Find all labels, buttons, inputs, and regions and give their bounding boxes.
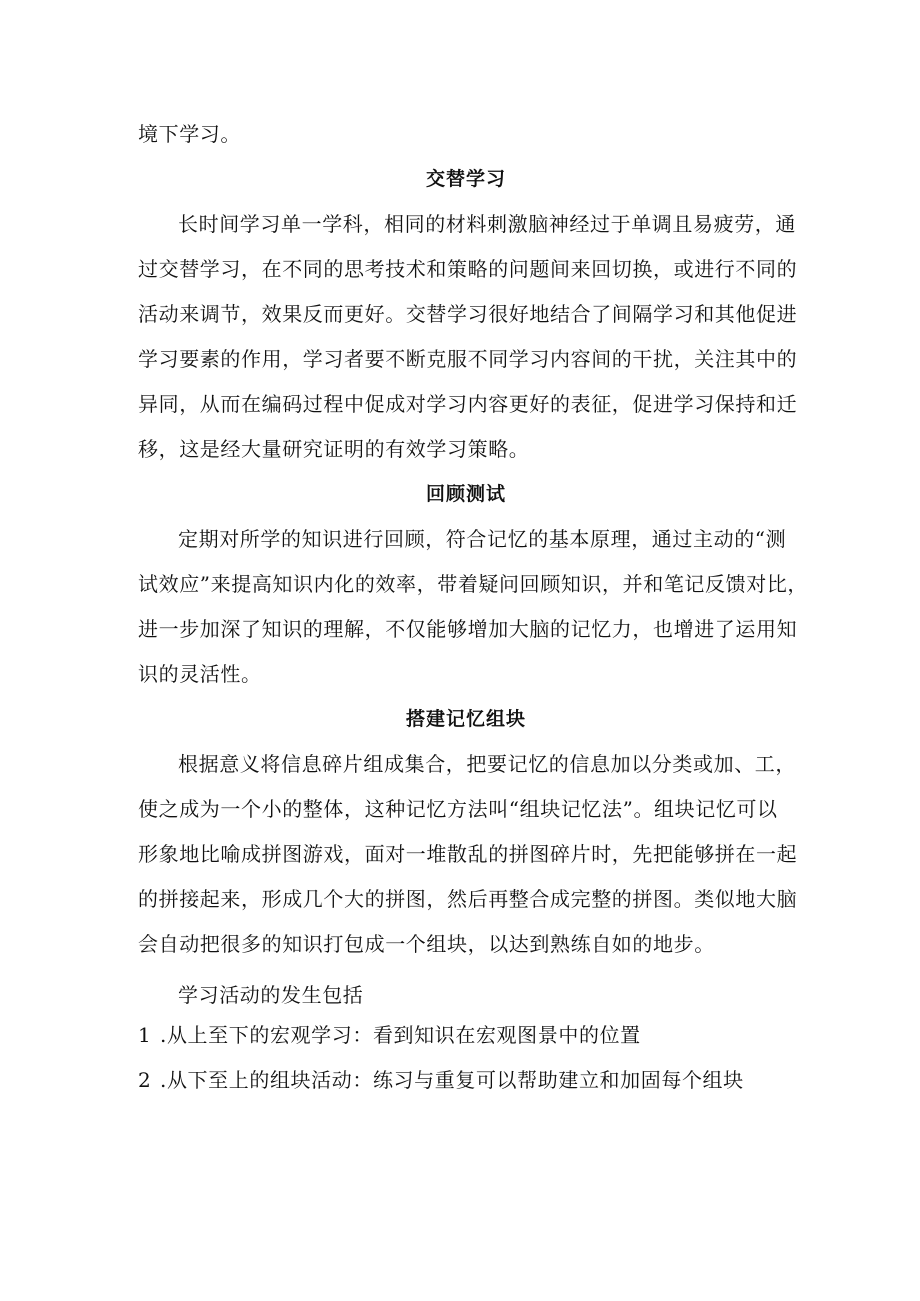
paragraph-line: 根据意义将信息碎片组成集合，把要记忆的信息加以分类或加、工， — [178, 752, 796, 776]
paragraph-tail: 境下学习。 — [138, 122, 241, 146]
paragraph-line: 识的灵活性。 — [138, 662, 262, 686]
list-item — [138, 1013, 794, 1058]
section-heading-memory-chunks: 搭建记忆组块 — [405, 708, 526, 730]
paragraph-line: 使之成为一个小的整体，这种记忆方法叫“组块记忆法”。组块记忆可以 — [138, 797, 778, 821]
section-paragraph-alternating-study — [138, 202, 798, 472]
document-body — [138, 112, 809, 1103]
list-item-number: 1 — [138, 1023, 152, 1047]
paragraph-line: 进一步加深了知识的理解，不仅能够增加大脑的记忆力，也增进了运用知 — [138, 617, 798, 641]
activity-intro: 学习活动的发生包括 — [178, 983, 364, 1007]
paragraph-line: 试效应”来提高知识内化的效率，带着疑问回顾知识，并和笔记反馈对比， — [138, 572, 809, 596]
paragraph-line: 形象地比喻成拼图游戏，面对一堆散乱的拼图碎片时，先把能够拼在一起 — [138, 842, 798, 866]
activity-list — [138, 1013, 794, 1103]
list-item-number: 2 — [138, 1068, 152, 1092]
list-item — [138, 1058, 794, 1103]
paragraph-line: 定期对所学的知识进行回顾，符合记忆的基本原理，通过主动的“测 — [178, 527, 787, 551]
paragraph-line: 过交替学习，在不同的思考技术和策略的问题间来回切换，或进行不同的 — [138, 257, 798, 281]
paragraph-line: 异同，从而在编码过程中促成对学习内容更好的表征，促进学习保持和迁 — [138, 392, 798, 416]
paragraph-line: 学习要素的作用，学习者要不断克服不同学习内容间的干扰，关注其中的 — [138, 347, 798, 371]
list-item-text: .从下至上的组块活动：练习与重复可以帮助建立和加固每个组块 — [160, 1068, 744, 1092]
paragraph-line: 活动来调节，效果反而更好。交替学习很好地结合了间隔学习和其他促进 — [138, 302, 798, 326]
section-paragraph-memory-chunks — [138, 742, 798, 967]
section-paragraph-review-test — [138, 517, 809, 697]
paragraph-line: 会自动把很多的知识打包成一个组块，以达到熟练自如的地步。 — [138, 932, 715, 956]
list-item-text: .从上至下的宏观学习：看到知识在宏观图景中的位置 — [160, 1023, 641, 1047]
section-heading-alternating-study: 交替学习 — [425, 168, 506, 190]
paragraph-line: 长时间学习单一学科，相同的材料刺激脑神经过于单调且易疲劳，通 — [178, 212, 796, 236]
paragraph-line: 的拼接起来，形成几个大的拼图，然后再整合成完整的拼图。类似地大脑 — [138, 887, 798, 911]
paragraph-line: 移，这是经大量研究证明的有效学习策略。 — [138, 437, 530, 461]
section-heading-review-test: 回顾测试 — [425, 483, 506, 505]
